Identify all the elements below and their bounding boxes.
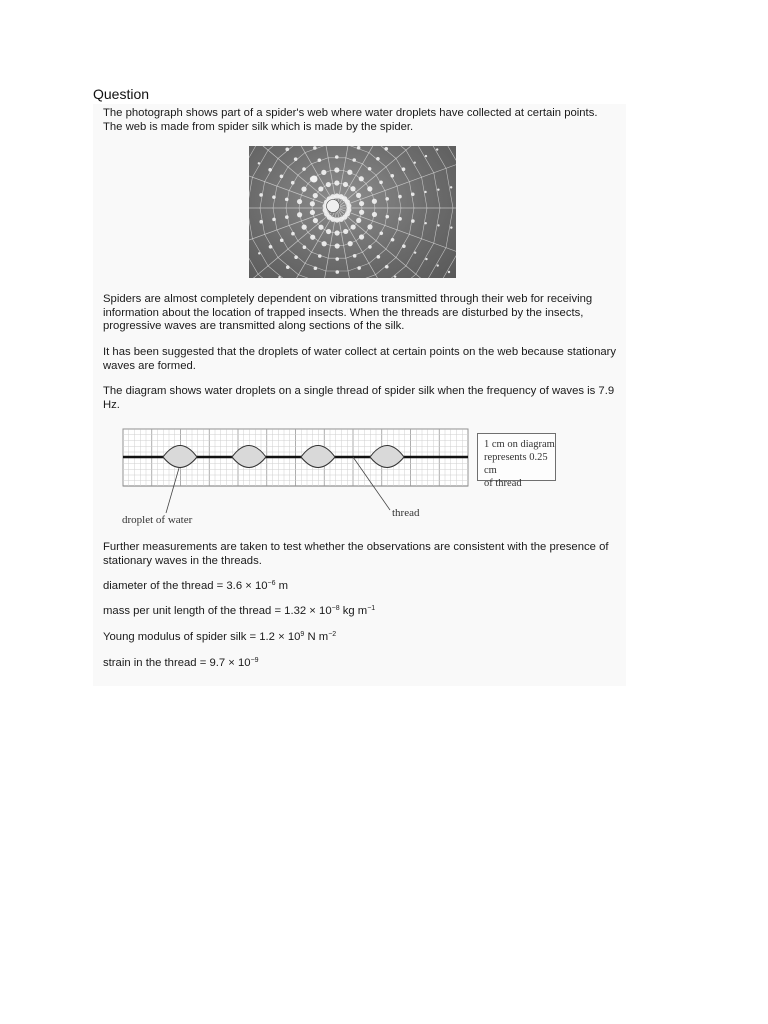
mass-per-length-measurement: mass per unit length of the thread = $1.32 \times 10^{-8}$ kg $m^{-1}$ <box>103 605 376 617</box>
question-heading: Question <box>93 86 150 102</box>
thread-label: thread <box>392 507 420 519</box>
scale-key-line-2: represents 0.25 cm <box>484 452 548 476</box>
vibrations-paragraph: Spiders are almost completely dependent on vibrations transmitted through their web for receiving information about the location of trapped insects. When the threads are disturbed by the insects, progressive waves are transmitted along sections of the silk. <box>103 293 593 332</box>
intro-paragraph: The photograph shows part of a spider's web where water droplets have collected at certain points. The web is made from spider silk which is made by the spider. <box>103 107 598 133</box>
strain-measurement: strain in the thread = $9.7 \times 10^{-9}$ <box>103 657 259 669</box>
droplet-label: droplet of water <box>122 514 193 526</box>
measurements-paragraph: Further measurements are taken to test whether the observations are consistent with the presence of stationary waves in the threads. <box>103 541 609 567</box>
scale-key-box <box>477 433 556 489</box>
stationary-waves-paragraph: It has been suggested that the droplets of water collect at certain points on the web because stationary waves are formed. <box>103 346 617 372</box>
diagram-description-paragraph: The diagram shows water droplets on a single thread of spider silk when the frequency of waves is 7.9 Hz. <box>103 385 615 411</box>
scale-key-line-1: 1 cm on diagram <box>484 439 555 450</box>
young-modulus-measurement: Young modulus of spider silk = $1.2 \times 10^9$ N $m^{-2}$ <box>103 631 337 643</box>
diameter-measurement: diameter of the thread = $3.6 \times 10^{-6}$ m <box>103 580 289 592</box>
scale-key-line-3: of thread <box>484 478 522 489</box>
spider-web-photo <box>249 146 456 278</box>
